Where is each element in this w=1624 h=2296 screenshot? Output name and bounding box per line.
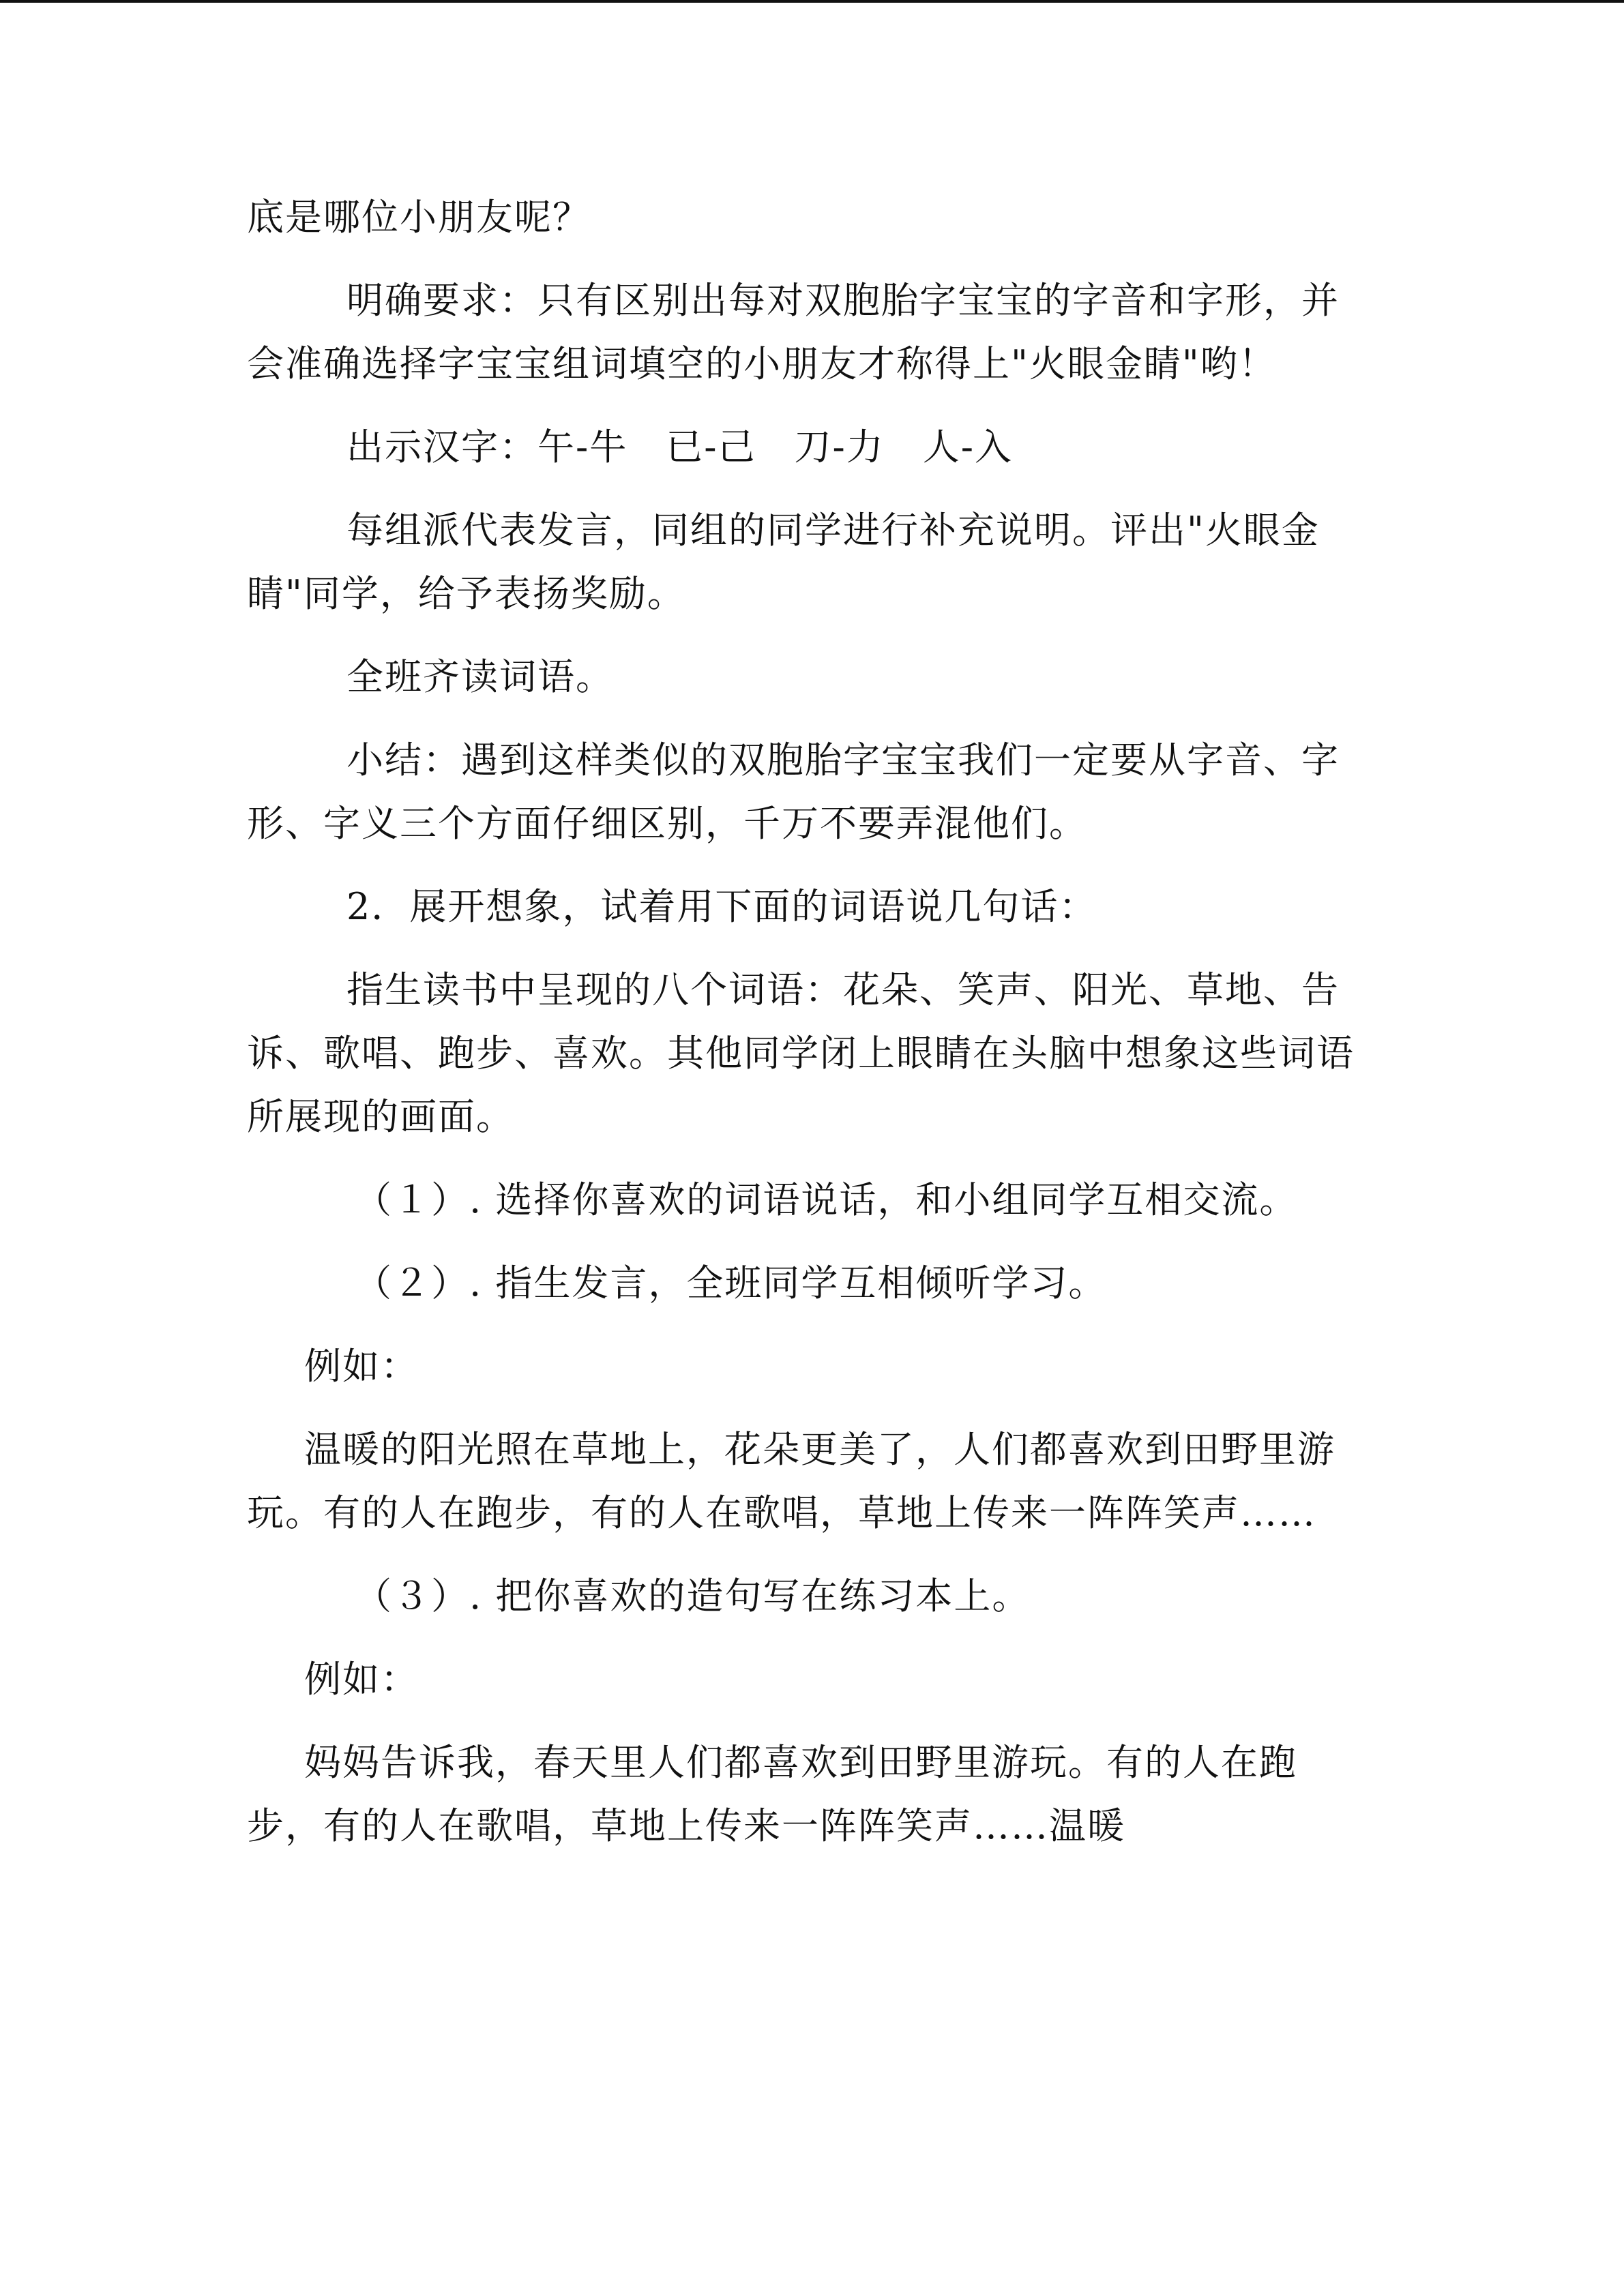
paragraph-group-speech: 每组派代表发言，同组的同学进行补充说明。评出"火眼金睛"同学，给予表扬奖励。: [247, 509, 1320, 615]
paragraph-example-label-1: 例如：: [304, 1345, 419, 1388]
paragraph-example-label-2: 例如：: [304, 1658, 419, 1701]
paragraph-continuation: 底是哪位小朋友呢？: [247, 196, 591, 239]
paragraph-example-text-2: 妈妈告诉我，春天里人们都喜欢到田野里游玩。有的人在跑步，有的人在歌唱，草地上传来一阵阵笑声……温暖: [247, 1741, 1297, 1847]
top-border-line: [0, 0, 1624, 3]
paragraph-example-text-1: 温暖的阳光照在草地上，花朵更美了，人们都喜欢到田野里游玩。有的人在跑步，有的人在歌唱，草地上传来一阵阵笑声……: [247, 1428, 1335, 1534]
paragraph-requirement: 明确要求：只有区别出每对双胞胎字宝宝的字音和字形，并会准确选择字宝宝组词填空的小朋友才称得上"火眼金睛"哟！: [247, 279, 1340, 385]
paragraph-step-3: （３）. 把你喜欢的造句写在练习本上。: [355, 1575, 1031, 1617]
paragraph-step-2: （２）. 指生发言，全班同学互相倾听学习。: [355, 1262, 1107, 1304]
paragraph-summary: 小结：遇到这样类似的双胞胎字宝宝我们一定要从字音、字形、字义三个方面仔细区别，千万不要弄混他们。: [247, 739, 1340, 845]
paragraph-class-reading: 全班齐读词语。: [346, 655, 614, 698]
paragraph-show-characters: 出示汉字：午-牛 已-己 刀-力 人-入: [346, 426, 1013, 468]
paragraph-eight-words: 指生读书中呈现的八个词语：花朵、笑声、阳光、草地、告诉、歌唱、跑步、喜欢。其他同学闭上眼睛在头脑中想象这些词语所展现的画面。: [247, 968, 1355, 1138]
paragraph-step-1: （１）. 选择你喜欢的词语说话，和小组同学互相交流。: [355, 1178, 1298, 1221]
paragraph-section-2-heading: 2．展开想象，试着用下面的词语说几句话：: [346, 885, 1097, 928]
document-body: [247, 185, 1365, 1877]
